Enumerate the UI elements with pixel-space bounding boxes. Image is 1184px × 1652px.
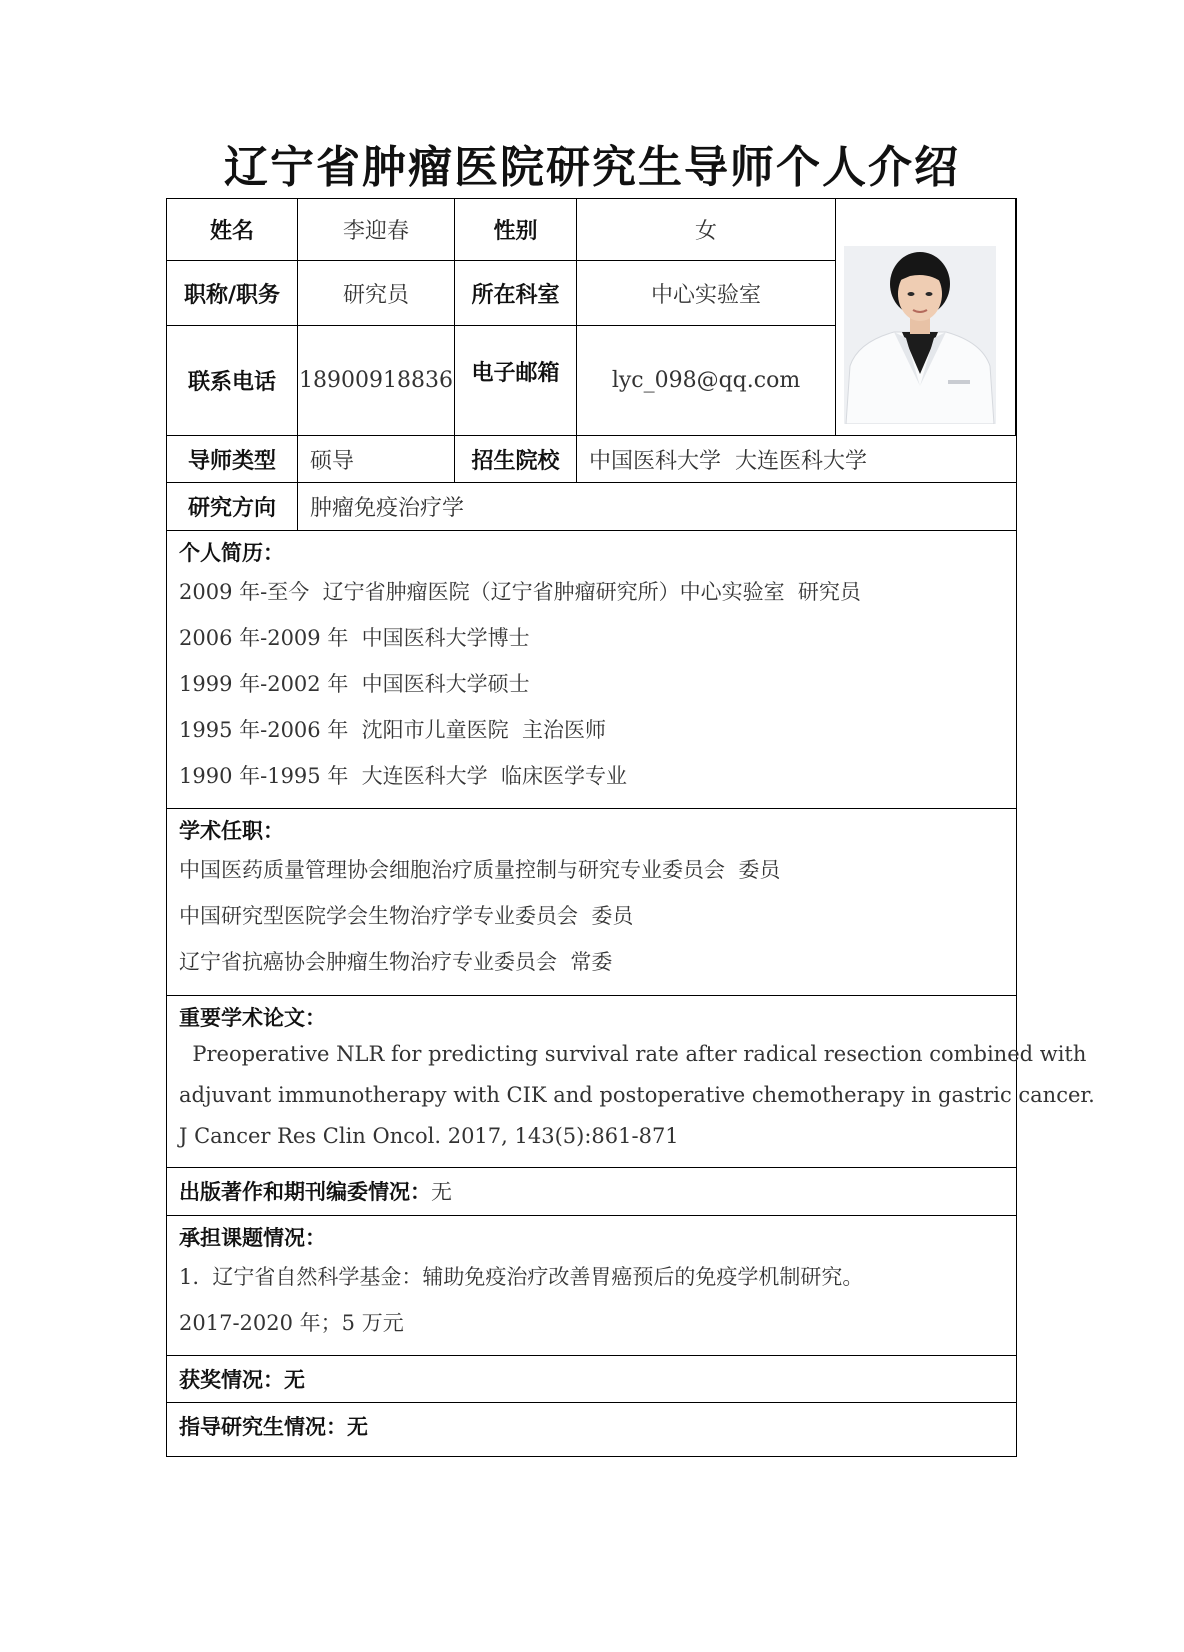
portrait-photo — [844, 246, 996, 424]
positions-heading: 学术任职： — [179, 819, 284, 843]
paper-line: Preoperative NLR for predicting survival rate after radical resection combined with — [179, 1042, 1087, 1066]
dept-value: 中心实验室 — [577, 261, 836, 326]
paper-line: adjuvant immunotherapy with CIK and postoperative chemotherapy in gastric cancer. — [179, 1083, 1095, 1107]
page-title: 辽宁省肿瘤医院研究生导师个人介绍 — [224, 142, 960, 193]
resume-line: 1990 年-1995 年 大连医科大学 临床医学专业 — [179, 764, 628, 788]
email-value: lyc_098@qq.com — [577, 326, 836, 436]
awards-heading: 获奖情况： — [179, 1368, 284, 1392]
title-value: 研究员 — [298, 261, 455, 326]
papers-section — [167, 996, 1095, 1168]
name-value: 李迎春 — [298, 199, 455, 261]
publications-value: 无 — [431, 1180, 452, 1204]
resume-line: 2009 年-至今 辽宁省肿瘤医院（辽宁省肿瘤研究所）中心实验室 研究员 — [179, 580, 861, 604]
phone-label: 联系电话 — [167, 326, 298, 436]
position-line: 辽宁省抗癌协会肿瘤生物治疗专业委员会 常委 — [179, 950, 613, 974]
school-label: 招生院校 — [455, 436, 577, 483]
dept-label: 所在科室 — [455, 261, 577, 326]
research-value: 肿瘤免疫治疗学 — [298, 483, 1016, 531]
papers-heading: 重要学术论文： — [179, 1006, 326, 1030]
publications-section — [167, 1168, 1016, 1216]
projects-section — [167, 1216, 1016, 1356]
resume-section — [167, 531, 1016, 809]
mentor-type-value: 硕导 — [298, 436, 455, 483]
name-label: 姓名 — [167, 199, 298, 261]
project-line: 2017-2020 年；5 万元 — [179, 1311, 404, 1335]
resume-line: 1995 年-2006 年 沈阳市儿童医院 主治医师 — [179, 718, 607, 742]
resume-line: 1999 年-2002 年 中国医科大学硕士 — [179, 672, 530, 696]
project-line: 1. 辽宁省自然科学基金：辅助免疫治疗改善胃癌预后的免疫学机制研究。 — [179, 1265, 864, 1289]
students-section — [167, 1403, 1016, 1456]
title-label: 职称/职务 — [167, 261, 298, 326]
email-label: 电子邮箱 — [455, 326, 577, 436]
mentor-type-label: 导师类型 — [167, 436, 298, 483]
gender-value: 女 — [577, 199, 836, 261]
position-line: 中国研究型医院学会生物治疗学专业委员会 委员 — [179, 904, 634, 928]
awards-value: 无 — [284, 1368, 305, 1392]
school-value: 中国医科大学 大连医科大学 — [577, 436, 1016, 483]
publications-heading: 出版著作和期刊编委情况： — [179, 1180, 431, 1204]
positions-section — [167, 809, 1016, 996]
resume-heading: 个人简历： — [179, 541, 284, 565]
projects-heading: 承担课题情况： — [179, 1226, 326, 1250]
students-heading: 指导研究生情况： — [179, 1415, 347, 1439]
research-label: 研究方向 — [167, 483, 298, 531]
resume-line: 2006 年-2009 年 中国医科大学博士 — [179, 626, 530, 650]
position-line: 中国医药质量管理协会细胞治疗质量控制与研究专业委员会 委员 — [179, 858, 781, 882]
gender-label: 性别 — [455, 199, 577, 261]
students-value: 无 — [347, 1415, 368, 1439]
phone-value: 18900918836 — [298, 326, 455, 436]
paper-line: J Cancer Res Clin Oncol. 2017, 143(5):861-871 — [179, 1124, 679, 1148]
awards-section — [167, 1356, 1016, 1403]
